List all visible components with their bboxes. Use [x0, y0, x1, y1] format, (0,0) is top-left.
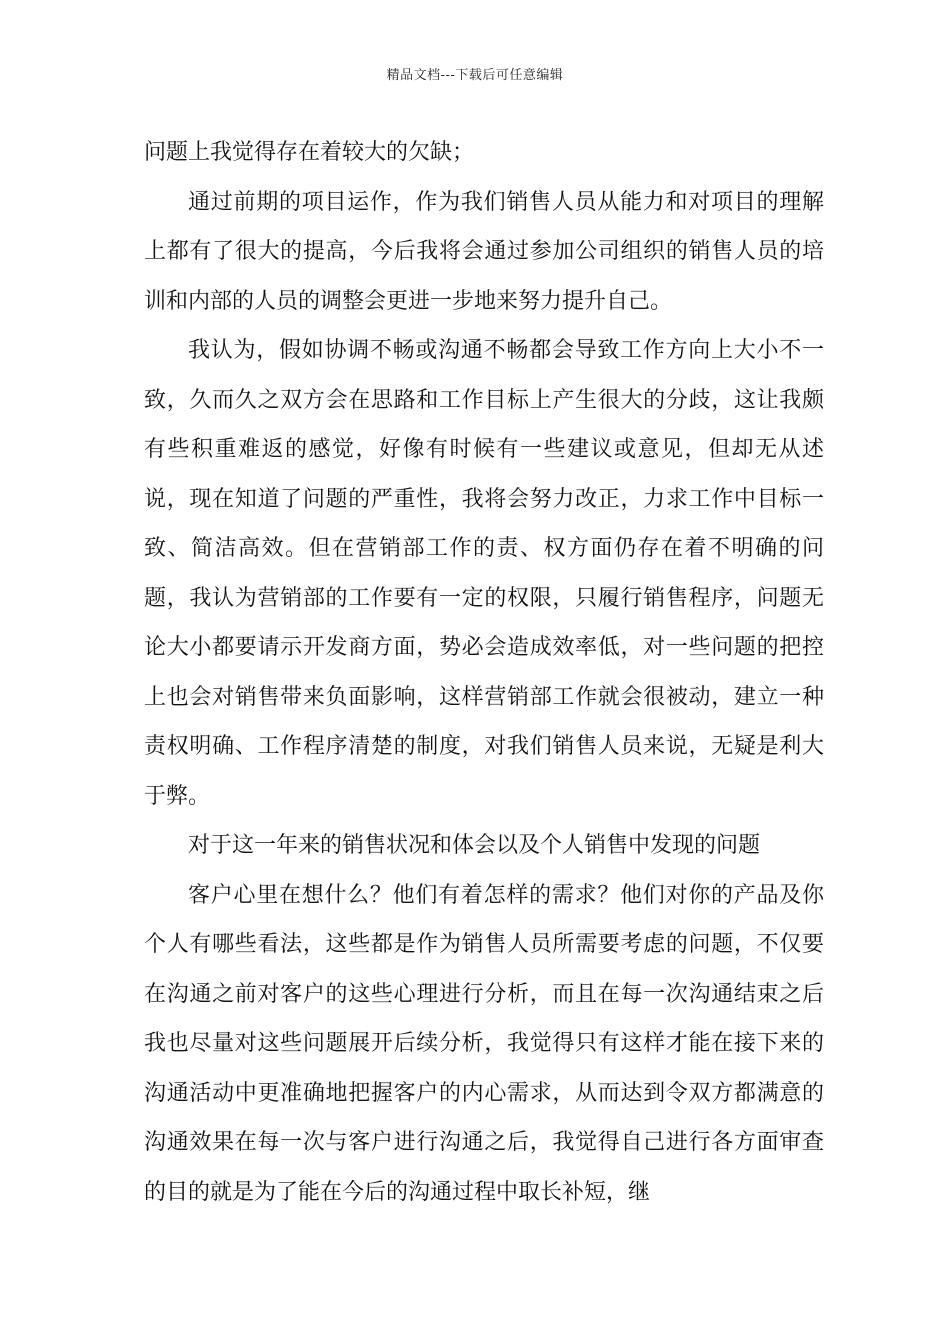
- document-body: [144, 128, 824, 1217]
- paragraph-5: 客户心里在想什么？他们有着怎样的需求？他们对你的产品及你个人有哪些看法，这些都是作为销售人员所需要考虑的问题，不仅要在沟通之前对客户的这些心理进行分析，而且在每一次沟通结束之后我也尽量对这些问题展开后续分析，我觉得只有这样才能在接下来的沟通活动中更准确地把握客户的内心需求，从而达到令双方都满意的沟通效果在每一次与客户进行沟通之后，我觉得自己进行各方面审查的目的就是为了能在今后的沟通过程中取长补短，继: [144, 882, 824, 1205]
- page-header: 精品文档---下载后可任意编辑: [386, 68, 564, 83]
- paragraph-4: 对于这一年来的销售状况和体会以及个人销售中发现的问题: [188, 833, 761, 858]
- paragraph-1: 问题上我觉得存在着较大的欠缺；: [144, 140, 475, 165]
- paragraph-3: 我认为，假如协调不畅或沟通不畅都会导致工作方向上大小不一致，久而久之双方会在思路和工作目标上产生很大的分歧，这让我颇有些积重难返的感觉，好像有时候有一些建议或意见，但却无从述说，现在知道了问题的严重性，我将会努力改正，力求工作中目标一致、简洁高效。但在营销部工作的责、权方面仍存在着不明确的问题，我认为营销部的工作要有一定的权限，只履行销售程序，问题无论大小都要请示开发商方面，势必会造成效率低，对一些问题的把控上也会对销售带来负面影响，这样营销部工作就会很被动，建立一种责权明确、工作程序清楚的制度，对我们销售人员来说，无疑是利大于弊。: [144, 338, 824, 809]
- paragraph-2: 通过前期的项目运作，作为我们销售人员从能力和对项目的理解上都有了很大的提高，今后我将会通过参加公司组织的销售人员的培训和内部的人员的调整会更进一步地来努力提升自己。: [144, 189, 824, 314]
